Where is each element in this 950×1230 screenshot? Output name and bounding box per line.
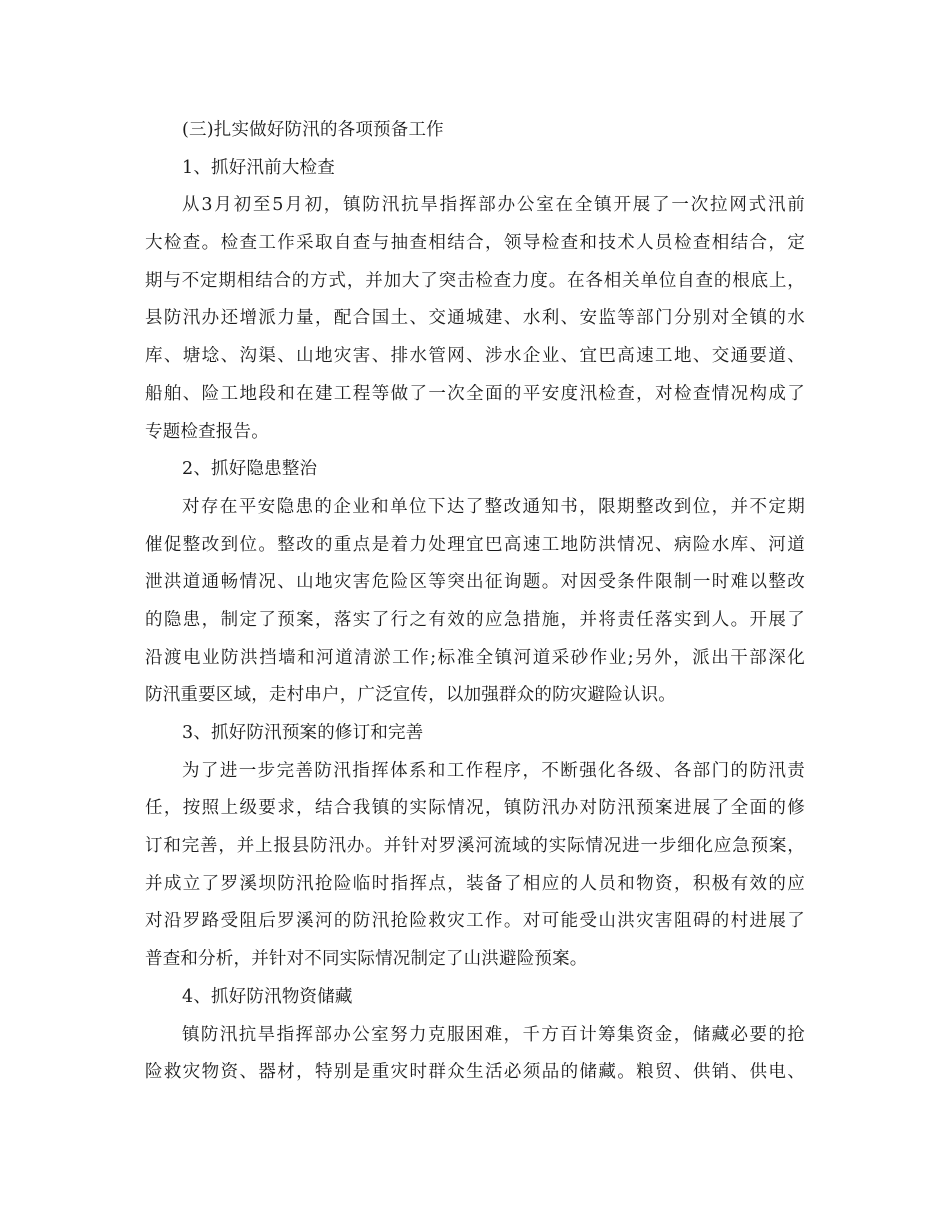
text-line: 县防汛办还增派力量，配合国土、交通城建、水利、安监等部门分别对全镇的水 xyxy=(145,308,805,329)
text-line: 1、抓好汛前大检查 xyxy=(182,157,335,178)
text-line: 3、抓好防汛预案的修订和完善 xyxy=(182,723,424,743)
text-line: 防汛重要区域，走村串户，广泛宣传，以加强群众的防灾避险认识。 xyxy=(145,685,676,706)
text-line: 4、抓好防汛物资储藏 xyxy=(182,986,353,1007)
text-line: 大检查。检查工作采取自查与抽查相结合，领导检查和技术人员检查相结合，定 xyxy=(145,233,805,254)
text-line: 期与不定期相结合的方式，并加大了突击检查力度。在各相关单位自查的根底上， xyxy=(145,270,805,291)
text-line: 任，按照上级要求，结合我镇的实际情况，镇防汛办对防汛预案进展了全面的修 xyxy=(145,798,805,819)
document-body xyxy=(145,112,805,1092)
text-line: 普查和分析，并针对不同实际情况制定了山洪避险预案。 xyxy=(145,949,588,970)
text-line: 船舶、险工地段和在建工程等做了一次全面的平安度汛检查，对检查情况构成了 xyxy=(145,383,805,404)
text-line: 从3月初至5月初，镇防汛抗旱指挥部办公室在全镇开展了一次拉网式汛前 xyxy=(182,195,805,216)
text-line: 镇防汛抗旱指挥部办公室努力克服困难，千方百计筹集资金，储藏必要的抢 xyxy=(182,1024,805,1045)
text-line: 专题检查报告。 xyxy=(145,421,269,442)
text-line: 险救灾物资、器材，特别是重灾时群众生活必须品的储藏。粮贸、供销、供电、 xyxy=(145,1062,805,1083)
text-line: 沿渡电业防洪挡墙和河道清淤工作;标准全镇河道采砂作业;另外，派出干部深化 xyxy=(145,647,805,668)
text-line: 库、塘埝、沟渠、山地灾害、排水管网、涉水企业、宜巴高速工地、交通要道、 xyxy=(145,346,805,367)
text-line: 的隐患，制定了预案，落实了行之有效的应急措施，并将责任落实到人。开展了 xyxy=(145,609,805,630)
text-line: 对存在平安隐患的企业和单位下达了整改通知书，限期整改到位，并不定期 xyxy=(182,496,805,517)
text-line: 泄洪道通畅情况、山地灾害危险区等突出征询题。对因受条件限制一时难以整改 xyxy=(145,572,805,593)
text-line: 对沿罗路受阻后罗溪河的防汛抢险救灾工作。对可能受山洪灾害阻碍的村进展了 xyxy=(145,911,805,932)
text-line: 为了进一步完善防汛指挥体系和工作程序，不断强化各级、各部门的防汛责 xyxy=(182,760,805,781)
text-line: (三)扎实做好防汛的各项预备工作 xyxy=(182,120,444,140)
text-line: 催促整改到位。整改的重点是着力处理宜巴高速工地防洪情况、病险水库、河道 xyxy=(145,534,805,555)
text-line: 2、抓好隐患整治 xyxy=(182,459,318,480)
text-line: 并成立了罗溪坝防汛抢险临时指挥点，装备了相应的人员和物资，积极有效的应 xyxy=(145,873,805,894)
text-line: 订和完善，并上报县防汛办。并针对罗溪河流域的实际情况进一步细化应急预案， xyxy=(145,836,805,857)
